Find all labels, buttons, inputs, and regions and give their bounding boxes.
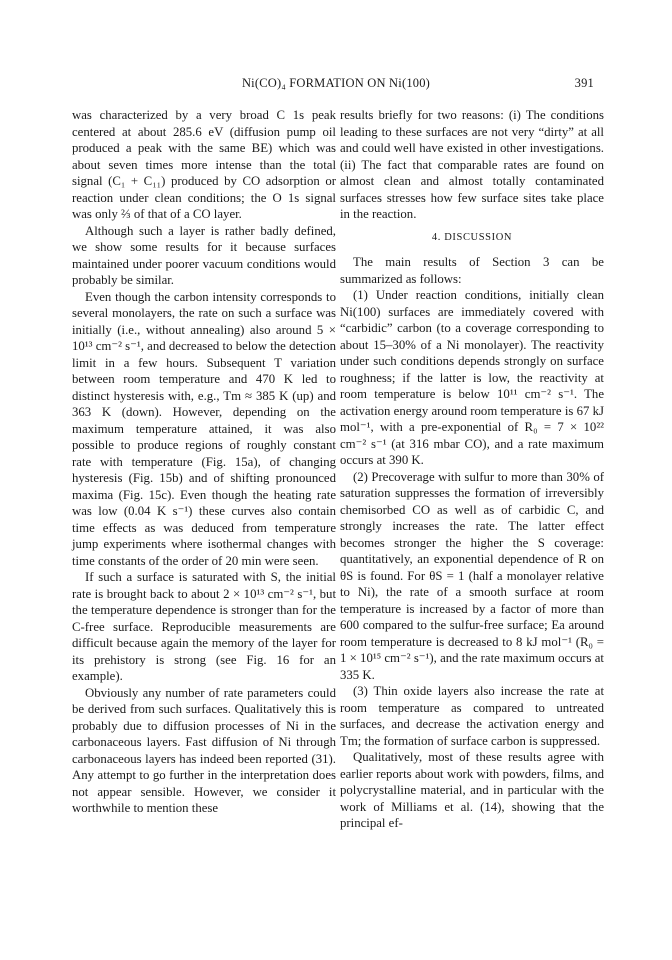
running-title: Ni(CO)₄ FORMATION ON Ni(100) bbox=[241, 76, 431, 90]
paragraph: (2) Precoverage with sulfur to more than 30% of saturation suppresses the formation of irreversibly chemisorbed CO as well as of carbidic C, and strongly increases the rate. The latter effect becomes stronger the higher the S coverage: quantitatively, an exponential dependence of R on θS is found. For θS = 1 (half a monolayer relative to Ni), the rate of a smooth surface at room temperature is increased by a factor of more than 600 compared to the sulfur-free surface; Ea around room temperature is decreased to 8 kJ mol⁻¹ (R₀ = 1 × 10¹⁵ cm⁻² s⁻¹), and the rate maximum occurs at 335 K. bbox=[340, 469, 604, 682]
paragraph: results briefly for two reasons: (i) The conditions leading to these surfaces are not very “dirty” at all and could well have existed in other investigations. (ii) The fact that comparable rates are found on almost clean and almost totally contaminated surfaces stresses how few surface sites take place in the reaction. bbox=[340, 108, 604, 221]
paragraph: Even though the carbon intensity corresponds to several monolayers, the rate on such a surface was initially (i.e., without annealing) also around 5 × 10¹³ cm⁻² s⁻¹, and decreased to below the detection limit in a few hours. Subsequent T variation between room temperature and 470 K led to distinct hysteresis with, e.g., Tm ≈ 385 K (up) and 363 K (down). However, depending on the maximum temperature attained, it was also possible to produce regions of roughly constant rate with temperature (Fig. 15a), of changing hysteresis (Fig. 15b) and of shifting pronounced maxima (Fig. 15c). Even though the heating rate was low (0.04 K s⁻¹) these curves also contain time effects as was deduced from temperature jump experiments where isothermal changes with time constants of the order of 20 min were seen. bbox=[72, 289, 336, 568]
left-column bbox=[72, 107, 336, 817]
running-header bbox=[0, 76, 672, 94]
page-number: 391 bbox=[574, 76, 594, 90]
paragraph: Obviously any number of rate parameters could be derived from such surfaces. Qualitatively this is probably due to diffusion processes of Ni in the carbonaceous layers. Fast diffusion of Ni through carbonaceous layers has indeed been reported (31). Any attempt to go further in the interpretation does not appear sensible. However, we consider it worthwhile to mention these bbox=[72, 685, 336, 815]
paragraph: The main results of Section 3 can be summarized as follows: bbox=[340, 255, 604, 286]
section-heading: 4. DISCUSSION bbox=[431, 231, 513, 243]
paragraph: If such a surface is saturated with S, the initial rate is brought back to about 2 × 10¹³ cm⁻² s⁻¹, but the temperature dependence is stronger than for the C-free surface. Reproducible measurements are difficult because again the memory of the layer for its prehistory is strong (see Fig. 16 for an example). bbox=[72, 570, 336, 683]
right-column bbox=[340, 107, 604, 832]
paragraph: (1) Under reaction conditions, initially clean Ni(100) surfaces are immediately covered with “carbidic” carbon (to a coverage corresponding to about 15–30% of a Ni monolayer). The reactivity under such conditions depends strongly on surface roughness; if the latter is low, the reactivity at room temperature is below 10¹¹ cm⁻² s⁻¹. The activation energy around room temperature is 67 kJ mol⁻¹, with a pre-exponential of R₀ = 7 × 10²² cm⁻² s⁻¹ (at 316 mbar CO), and a rate maximum occurs at 390 K. bbox=[340, 288, 604, 467]
paragraph: was characterized by a very broad C 1s peak centered at about 285.6 eV (diffusion pump oil produced a peak with the same BE) which was about seven times more intense than the total signal (C₁ + C₁₁) produced by CO adsorption or reaction under clean conditions; the O 1s signal was only ⅔ of that of a CO layer. bbox=[72, 108, 336, 221]
paragraph: (3) Thin oxide layers also increase the rate at room temperature as compared to untreated surfaces, and decrease the activation energy and Tm; the formation of surface carbon is suppressed. bbox=[340, 684, 604, 748]
paragraph: Qualitatively, most of these results agree with earlier reports about work with powders, films, and polycrystalline material, and in particular with the work of Milliams et al. (14), showing that the principal ef- bbox=[340, 750, 604, 830]
paragraph: Although such a layer is rather badly defined, we show some results for it because surfaces maintained under poorer vacuum conditions would probably be similar. bbox=[72, 223, 336, 287]
